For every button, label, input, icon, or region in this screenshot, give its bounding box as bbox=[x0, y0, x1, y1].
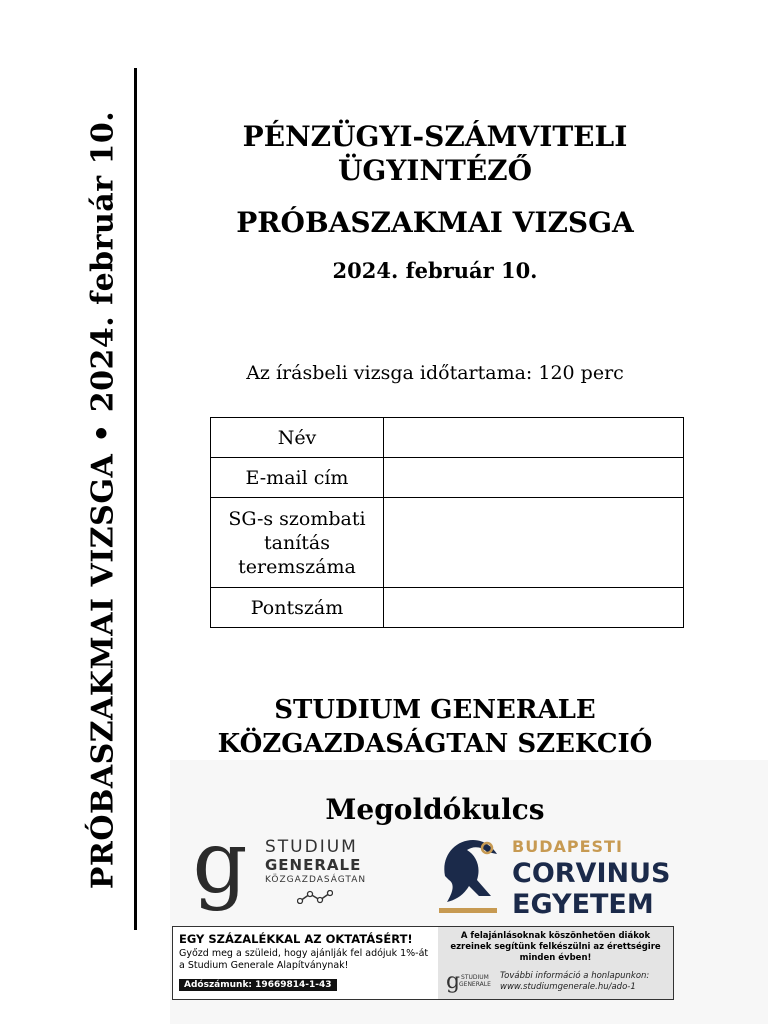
answer-key-heading: Megoldókulcs bbox=[325, 793, 545, 826]
document-title bbox=[180, 120, 690, 188]
name-field[interactable] bbox=[384, 418, 684, 458]
studium-generale-logo bbox=[190, 830, 380, 920]
room-number-field[interactable] bbox=[384, 498, 684, 588]
donation-banner bbox=[172, 926, 674, 1000]
sg-logo-text bbox=[265, 838, 366, 886]
sg-network-icon bbox=[297, 890, 333, 904]
organization-line-2: KÖZGAZDASÁGTAN SZEKCIÓ bbox=[217, 729, 653, 759]
corvinus-line-1: BUDAPESTI bbox=[512, 837, 623, 856]
banner-info-line-1: További információ a honlapunkon: bbox=[500, 971, 650, 981]
banner-body: Győzd meg a szüleid, hogy ajánlják fel adójuk 1%-át a Studium Generale Alapítványnak! bbox=[179, 948, 429, 971]
exam-date: 2024. február 10. bbox=[332, 258, 538, 283]
organization-name bbox=[180, 693, 690, 761]
score-field[interactable] bbox=[384, 588, 684, 628]
tax-id-badge: Adószámunk: 19669814-1-43 bbox=[179, 979, 337, 991]
mini-logo-text bbox=[459, 974, 491, 988]
name-label: Név bbox=[211, 418, 384, 458]
table-row bbox=[211, 498, 684, 588]
table-row bbox=[211, 418, 684, 458]
email-field[interactable] bbox=[384, 458, 684, 498]
mini-g-logo-icon: g bbox=[446, 969, 461, 994]
student-info-table bbox=[210, 417, 684, 628]
corvinus-raven-icon bbox=[437, 834, 501, 916]
corvinus-logo bbox=[437, 834, 687, 919]
corvinus-line-2: CORVINUS bbox=[512, 858, 671, 889]
document-subtitle: PRÓBASZAKMAI VIZSGA bbox=[236, 206, 634, 239]
organization-line-1: STUDIUM GENERALE bbox=[274, 695, 596, 725]
title-line-1: PÉNZÜGYI-SZÁMVITELI bbox=[242, 120, 628, 153]
corvinus-line-3: EGYETEM bbox=[512, 889, 654, 920]
sg-g-logo-icon bbox=[190, 830, 250, 916]
banner-website-link[interactable]: www.studiumgenerale.hu/ado-1 bbox=[500, 982, 636, 992]
sg-logo-line-1: STUDIUM bbox=[265, 837, 358, 857]
mini-logo-line-1: STUDIUM bbox=[461, 974, 489, 981]
exam-duration: Az írásbeli vizsga időtartama: 120 perc bbox=[246, 362, 624, 384]
banner-thanks: A felajánlásoknak köszönhetően diákok ezreinek segítünk felkészülni az érettségire minden évben! bbox=[450, 931, 661, 963]
title-line-2: ÜGYINTÉZŐ bbox=[337, 154, 533, 187]
corvinus-logo-text bbox=[512, 836, 670, 920]
svg-text:g: g bbox=[192, 830, 248, 913]
banner-right-panel bbox=[438, 927, 673, 999]
sg-logo-line-2: GENERALE bbox=[265, 856, 362, 874]
email-label: E-mail cím bbox=[211, 458, 384, 498]
banner-headline: EGY SZÁZALÉKKAL AZ OKTATÁSÉRT! bbox=[179, 932, 413, 946]
mini-logo-line-2: GENERALE bbox=[459, 981, 491, 988]
sidebar-exam-label: PRÓBASZAKMAI VIZSGA • 2024. február 10. bbox=[85, 110, 121, 890]
score-label: Pontszám bbox=[211, 588, 384, 628]
table-row bbox=[211, 588, 684, 628]
banner-mini-logo bbox=[446, 971, 496, 993]
sidebar-divider bbox=[134, 68, 137, 930]
table-row bbox=[211, 458, 684, 498]
room-number-label: SG-s szombati tanítás teremszáma bbox=[211, 498, 384, 588]
banner-info bbox=[500, 971, 670, 993]
sg-logo-line-3: KÖZGAZDASÁGTAN bbox=[265, 875, 367, 885]
banner-left-panel bbox=[173, 927, 438, 999]
